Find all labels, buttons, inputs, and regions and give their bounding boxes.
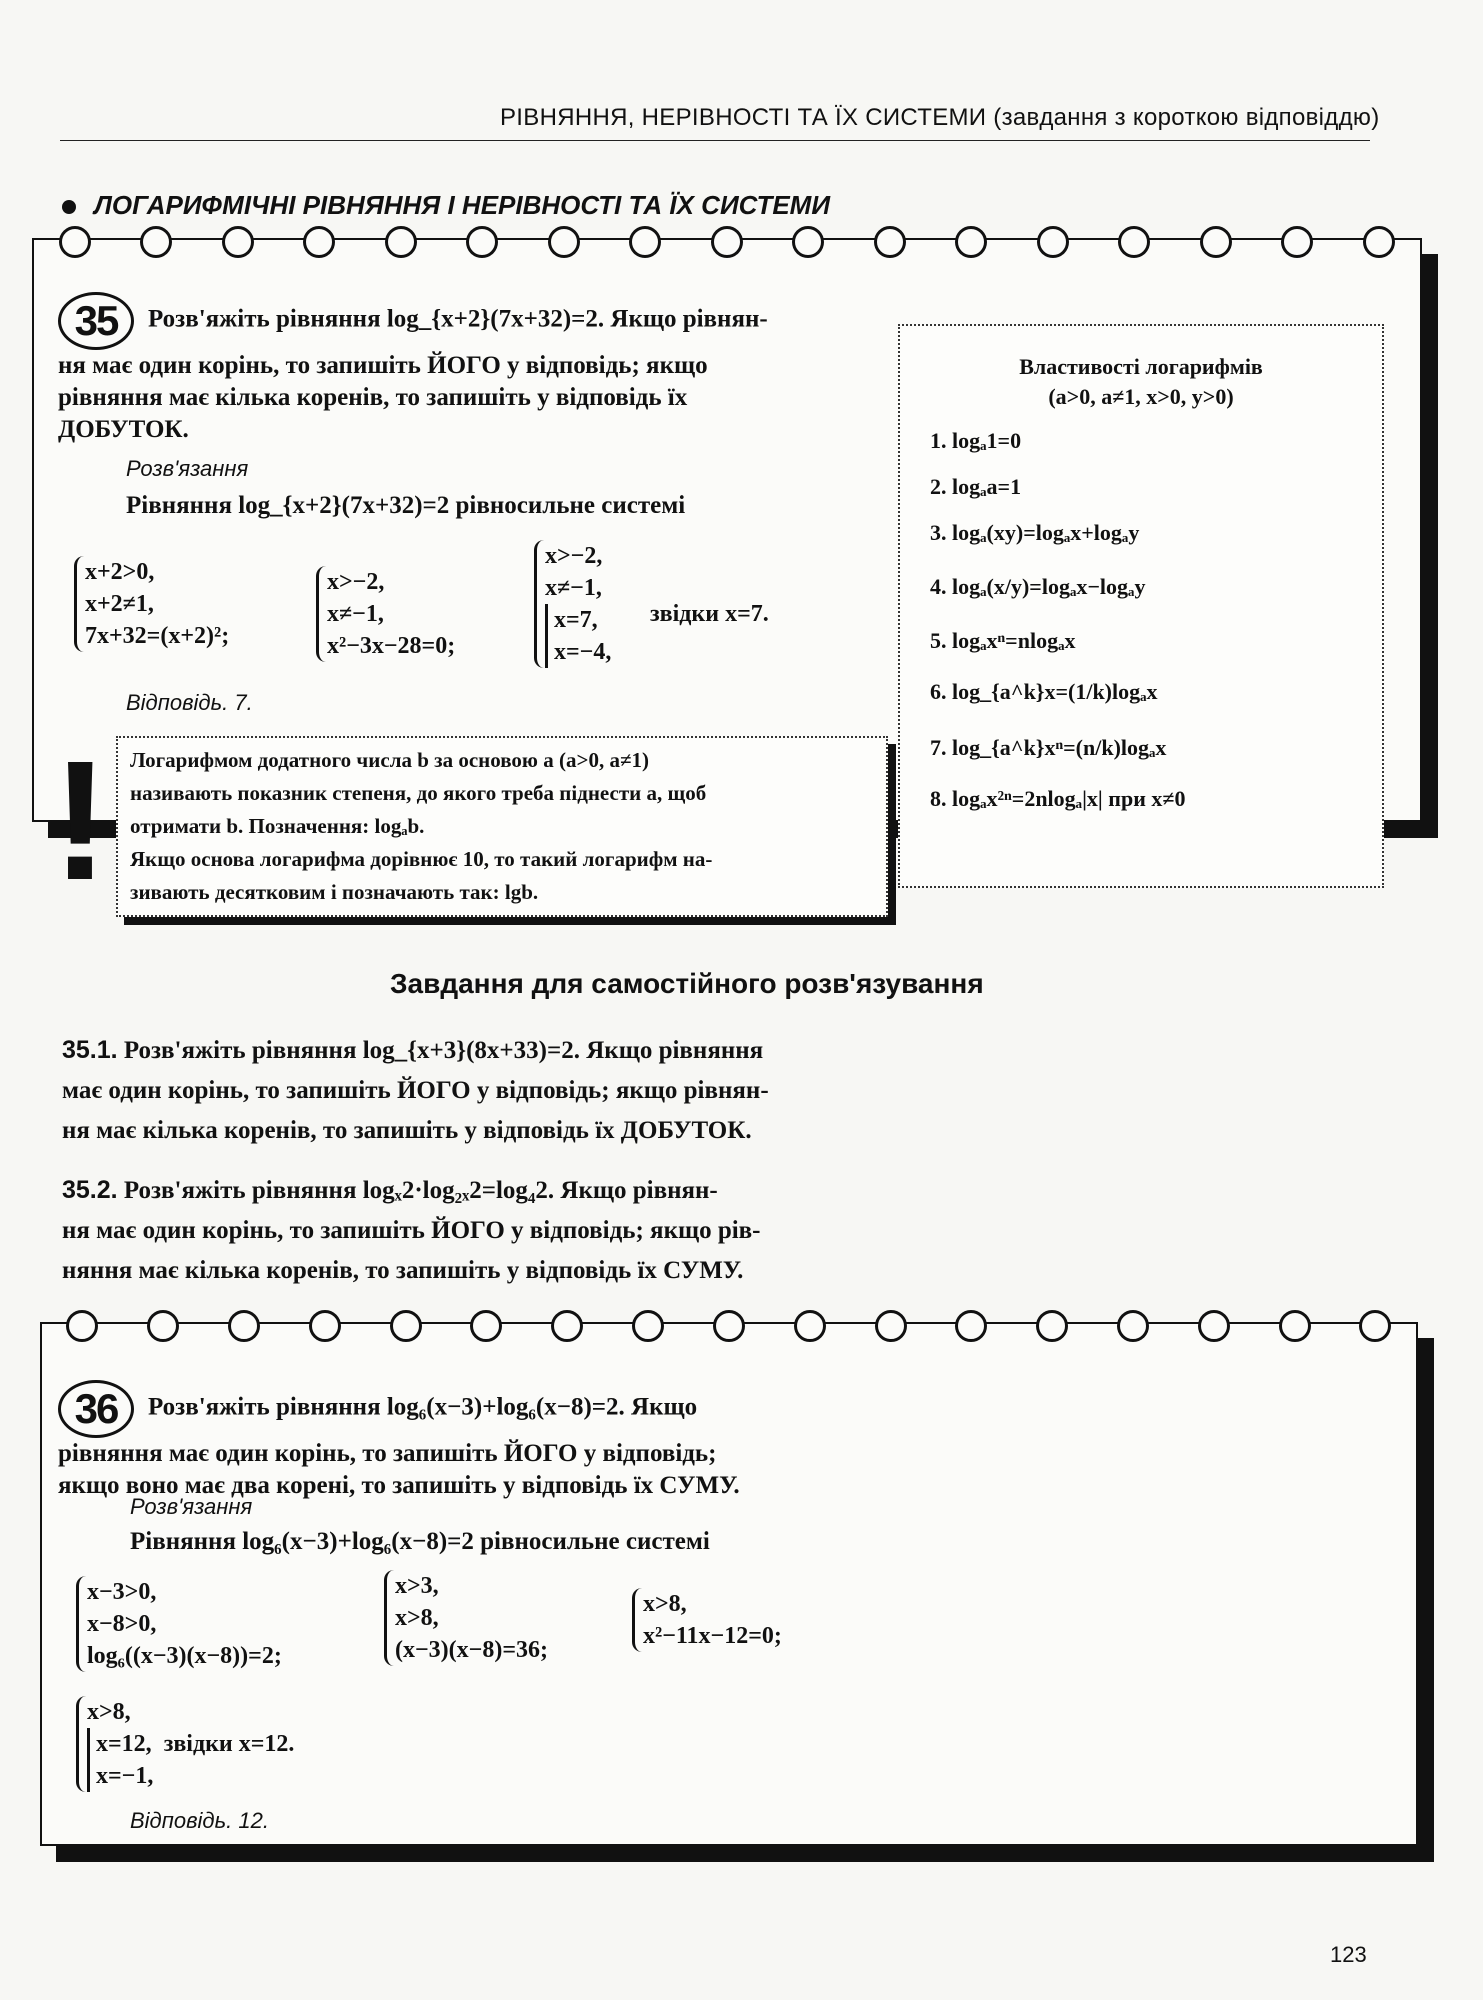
system-line: x=7, <box>554 607 598 633</box>
ring-icon <box>551 1310 583 1342</box>
ring-icon <box>66 1310 98 1342</box>
solution-intro: Рівняння log₆(x−3)+log₆(x−8)=2 рівносильне системі <box>130 1528 710 1555</box>
system-line: x>8, <box>87 1699 131 1725</box>
ring-icon <box>955 1310 987 1342</box>
definition-line: називають показник степеня, до якого треба піднести a, щоб <box>130 781 707 805</box>
system-line: x−8>0, <box>87 1611 157 1637</box>
ring-icon <box>1281 226 1313 258</box>
answer: Відповідь. 7. <box>126 690 253 715</box>
task-35-1 <box>62 1030 862 1151</box>
property-item: 3. logₐ(xy)=logₐx+logₐy <box>930 520 1140 545</box>
task-line: має один корінь, то запишіть ЙОГО у відповідь; якщо рівнян- <box>62 1077 769 1104</box>
ring-icon <box>792 226 824 258</box>
problem-35-statement <box>58 292 868 446</box>
system-line: x>8, <box>395 1605 439 1631</box>
property-item: 6. log_{a^k}x=(1/k)logₐx <box>930 679 1158 704</box>
task-line <box>62 1030 862 1071</box>
bullet-icon <box>62 200 76 214</box>
system-value: x=12, <box>96 1731 152 1757</box>
ring-icon <box>59 226 91 258</box>
system-line: x>8, <box>643 1591 687 1617</box>
system-line: (x−3)(x−8)=36; <box>395 1637 548 1663</box>
conclusion: звідки x=12. <box>163 1731 295 1757</box>
section-title-text: ЛОГАРИФМІЧНІ РІВНЯННЯ І НЕРІВНОСТІ ТА ЇХ СИСТЕМИ <box>94 190 831 220</box>
system-1 <box>74 556 229 652</box>
ring-icon <box>140 226 172 258</box>
system-line: x+2>0, <box>85 559 155 585</box>
self-study-heading: Завдання для самостійного розв'язування <box>390 968 984 999</box>
system-3 <box>534 540 611 668</box>
task-line <box>62 1170 862 1211</box>
system-line: x−3>0, <box>87 1579 157 1605</box>
running-header: РІВНЯННЯ, НЕРІВНОСТІ ТА ЇХ СИСТЕМИ (завдання з короткою відповіддю) <box>500 104 1380 131</box>
problem-number-badge: 35 <box>58 292 134 350</box>
system-line: x=−1, <box>96 1763 154 1789</box>
task-number: 35.1. <box>62 1036 118 1064</box>
system-line: 7x+32=(x+2)²; <box>85 623 230 649</box>
definition-line: Якщо основа логарифма дорівнює 10, то такий логарифм на- <box>130 847 713 871</box>
definition-line: зивають десятковим і позначають так: lgb. <box>130 880 539 904</box>
properties-title: Властивості логарифмів <box>1019 354 1263 379</box>
definition-line: Логарифмом додатного числа b за основою a (a>0, a≠1) <box>130 748 649 772</box>
system-3-bracket <box>545 604 611 668</box>
solution-intro: Рівняння log_{x+2}(7x+32)=2 рівносильне системі <box>126 492 686 519</box>
ring-icon <box>711 226 743 258</box>
task-35-2 <box>62 1170 862 1291</box>
ring-icon <box>955 226 987 258</box>
system-line <box>96 1728 294 1760</box>
problem-36-text-line: Розв'яжіть рівняння log₆(x−3)+log₆(x−8)=2. Якщо <box>148 1393 698 1421</box>
system-36-4 <box>76 1696 294 1792</box>
task-line: няння має кілька коренів, то запишіть у відповідь їх СУМУ. <box>62 1257 744 1284</box>
problem-36-line <box>58 1380 898 1438</box>
ring-icon <box>222 226 254 258</box>
property-item: 8. logₐx²ⁿ=2nlogₐ|x| при x≠0 <box>930 786 1186 811</box>
ring-icon <box>1200 226 1232 258</box>
binder-rings <box>42 1310 1416 1342</box>
system-36-2 <box>384 1570 548 1666</box>
property-item: 5. logₐxⁿ=nlogₐx <box>930 628 1076 653</box>
ring-icon <box>713 1310 745 1342</box>
ring-icon <box>1037 226 1069 258</box>
system-line: x²−11x−12=0; <box>643 1623 782 1649</box>
problem-35-text-line: ДОБУТОК. <box>58 416 189 443</box>
ring-icon <box>629 226 661 258</box>
ring-icon <box>390 1310 422 1342</box>
problem-36-text-line: якщо воно має два корені, то запишіть у відповідь їх СУМУ. <box>58 1472 740 1499</box>
system-line: log₆((x−3)(x−8))=2; <box>87 1643 282 1669</box>
ring-icon <box>470 1310 502 1342</box>
ring-icon <box>1117 1310 1149 1342</box>
ring-icon <box>794 1310 826 1342</box>
ring-icon <box>309 1310 341 1342</box>
system-line: x>3, <box>395 1573 439 1599</box>
problem-36-statement <box>58 1380 898 1502</box>
property-item: 7. log_{a^k}xⁿ=(n/k)logₐx <box>930 735 1167 760</box>
ring-icon <box>548 226 580 258</box>
problem-35-text-line: Розв'яжіть рівняння log_{x+2}(7x+32)=2. Якщо рівнян- <box>148 305 768 333</box>
answer: Відповідь. 12. <box>130 1808 269 1833</box>
property-item: 4. logₐ(x/y)=logₐx−logₐy <box>930 574 1146 599</box>
problem-35-text-line: рівняння має кілька коренів, то запишіть у відповідь їх <box>58 384 688 411</box>
ring-icon <box>385 226 417 258</box>
system-line: x≠−1, <box>545 575 602 601</box>
system-line: x=−4, <box>554 639 612 665</box>
ring-icon <box>874 226 906 258</box>
ring-icon <box>147 1310 179 1342</box>
header-rule <box>60 140 1370 141</box>
ring-icon <box>875 1310 907 1342</box>
problem-36-text-line: рівняння має один корінь, то запишіть ЙОГО у відповідь; <box>58 1440 717 1467</box>
system-36-3 <box>632 1588 782 1652</box>
ring-icon <box>228 1310 260 1342</box>
conclusion: звідки x=7. <box>650 601 769 627</box>
problem-35-text-line: ня має один корінь, то запишіть ЙОГО у відповідь; якщо <box>58 352 708 379</box>
system-36-4-bracket <box>87 1728 294 1792</box>
ring-icon <box>1359 1310 1391 1342</box>
system-line: x>−2, <box>327 569 385 595</box>
ring-icon <box>1363 226 1395 258</box>
log-properties-box <box>898 324 1384 888</box>
property-item: 1. logₐ1=0 <box>930 428 1022 453</box>
binder-rings <box>34 226 1420 258</box>
definition-box <box>116 736 888 917</box>
task-line: ня має один корінь, то запишіть ЙОГО у відповідь; якщо рів- <box>62 1217 761 1244</box>
system-36-1 <box>76 1576 282 1672</box>
ring-icon <box>1036 1310 1068 1342</box>
solution-label: Розв'язання <box>130 1494 253 1519</box>
ring-icon <box>466 226 498 258</box>
property-item: 2. logₐa=1 <box>930 474 1022 499</box>
ring-icon <box>303 226 335 258</box>
task-line: ня має кілька коренів, то запишіть у відповідь їх ДОБУТОК. <box>62 1117 752 1144</box>
problem-35-line <box>58 292 868 350</box>
ring-icon <box>1118 226 1150 258</box>
task-text: Розв'яжіть рівняння logₓ2·log₂ₓ2=log₄2. Якщо рівнян- <box>123 1177 718 1204</box>
solution-label: Розв'язання <box>126 456 249 481</box>
system-line: x≠−1, <box>327 601 384 627</box>
exclamation-icon: ! <box>52 726 109 916</box>
system-2 <box>316 566 455 662</box>
definition-line: отримати b. Позначення: logₐb. <box>130 814 425 838</box>
properties-conditions: (a>0, a≠1, x>0, y>0) <box>1048 384 1234 409</box>
system-line: x+2≠1, <box>85 591 154 617</box>
ring-icon <box>632 1310 664 1342</box>
section-title <box>62 190 830 221</box>
page-number: 123 <box>1330 1942 1367 1967</box>
ring-icon <box>1198 1310 1230 1342</box>
problem-number-badge: 36 <box>58 1380 134 1438</box>
system-line: x²−3x−28=0; <box>327 633 456 659</box>
system-line: x>−2, <box>545 543 603 569</box>
task-text: Розв'яжіть рівняння log_{x+3}(8x+33)=2. Якщо рівняння <box>123 1037 764 1064</box>
ring-icon <box>1279 1310 1311 1342</box>
task-number: 35.2. <box>62 1176 118 1204</box>
